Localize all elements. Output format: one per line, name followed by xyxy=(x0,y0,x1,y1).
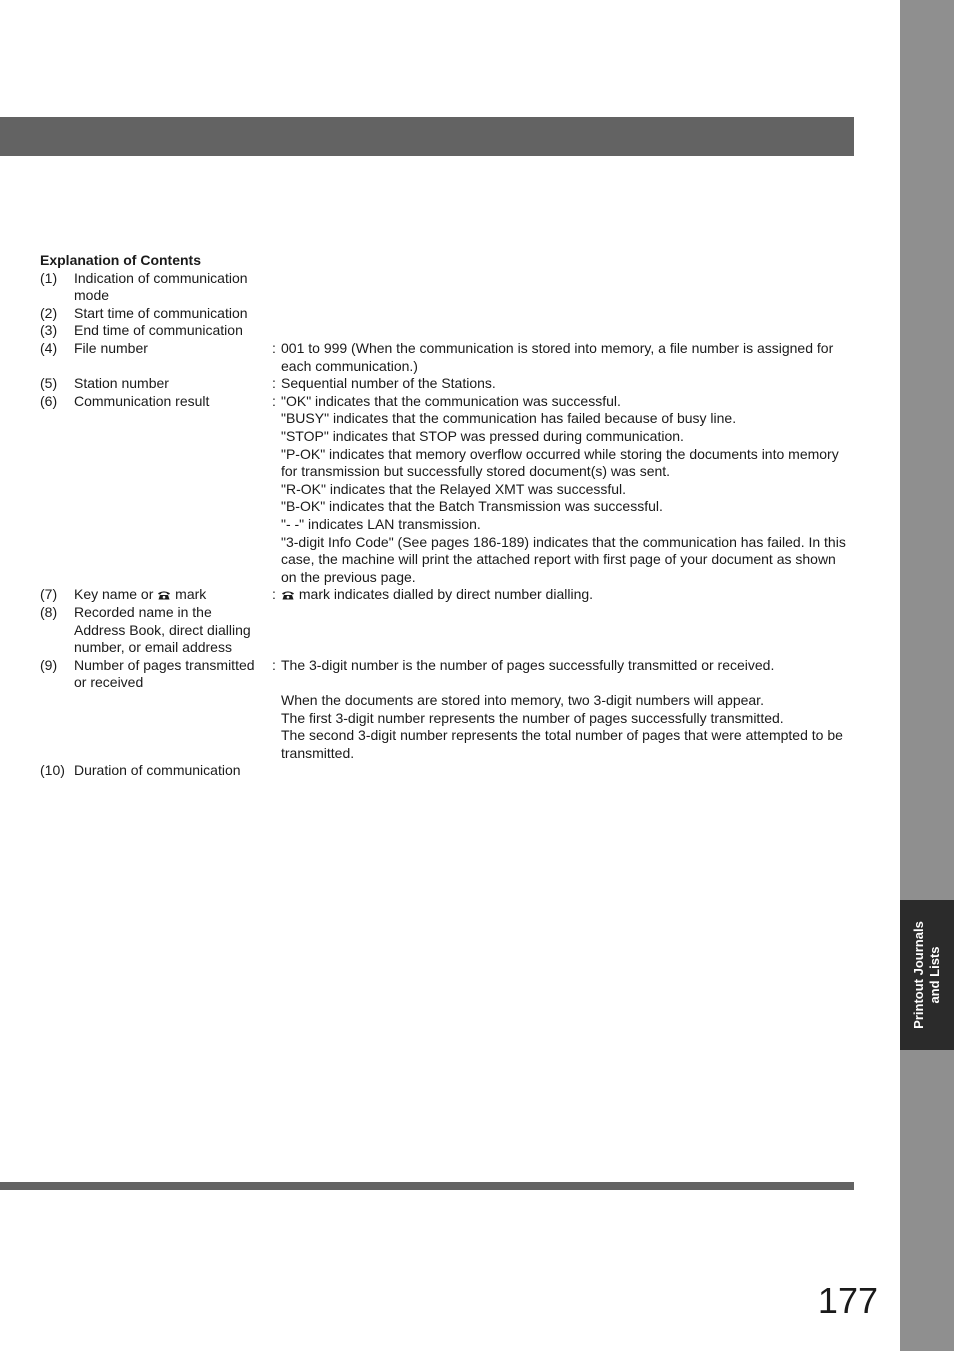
item-label-pre: Key name or xyxy=(74,586,154,603)
desc-line: "OK" indicates that the communication was successful. xyxy=(281,392,621,409)
explanation-section xyxy=(40,252,855,780)
item-description: : The 3-digit number is the number of pages successfully transmitted or received. When the documents are stored into memory, two 3-digit numbers will appear. The first 3-digit number represents the number of pages successfully transmitted. The second 3-digit number represents the total number of pages that were attempted to be transmitted. xyxy=(272,657,855,763)
desc-line: "P-OK" indicates that memory overflow occurred while storing the documents into memory xyxy=(281,445,839,462)
item-number: (10) xyxy=(40,762,65,779)
header-bar xyxy=(0,117,854,156)
list-item xyxy=(40,393,855,587)
desc-line: The first 3-digit number represents the number of pages successfully transmitted. xyxy=(281,709,784,726)
desc-line: each communication.) xyxy=(281,357,418,374)
desc-line: The second 3-digit number represents the total number of pages that were attempted to be xyxy=(281,727,843,744)
section-heading: Explanation of Contents xyxy=(40,252,201,268)
item-label: File number xyxy=(74,339,148,356)
desc-line: "STOP" indicates that STOP was pressed during communication. xyxy=(281,427,684,444)
blank-line xyxy=(272,674,855,692)
item-label: Indication of communication mode xyxy=(74,269,248,304)
list-item xyxy=(40,657,855,763)
item-label xyxy=(74,586,269,604)
right-margin-strip xyxy=(900,0,954,1351)
desc-line: for transmission but successfully stored document(s) was sent. xyxy=(281,463,671,480)
footer-bar xyxy=(0,1182,854,1190)
item-label-line: Address Book, direct dialling xyxy=(74,621,251,638)
telephone-icon xyxy=(281,590,295,600)
desc-line: mark indicates dialled by direct number dialling. xyxy=(298,586,594,603)
item-number: (3) xyxy=(40,322,58,339)
desc-line: The 3-digit number is the number of pages successfully transmitted or received. xyxy=(281,656,775,673)
item-description: : Sequential number of the Stations. xyxy=(272,375,496,392)
page-number: 177 xyxy=(817,1280,878,1321)
desc-line: "- -" indicates LAN transmission. xyxy=(281,515,481,532)
item-number: (4) xyxy=(40,339,58,356)
list-item xyxy=(40,305,855,323)
item-description: : 001 to 999 (When the communication is stored into memory, a file number is assigned for each communication.) xyxy=(272,340,855,375)
item-label-line: Recorded name in the xyxy=(74,603,212,620)
desc-line: transmitted. xyxy=(281,744,355,761)
list-item xyxy=(40,762,855,780)
item-label-post: mark xyxy=(175,586,207,603)
telephone-icon xyxy=(157,590,171,600)
item-description: : mark indicates dialled by direct number dialling. xyxy=(272,586,594,603)
list-item xyxy=(40,586,855,604)
desc-line: "R-OK" indicates that the Relayed XMT was successful. xyxy=(281,480,627,497)
item-label: End time of communication xyxy=(74,322,243,339)
item-number: (6) xyxy=(40,392,58,409)
item-label-line: number, or email address xyxy=(74,639,232,656)
section-tab xyxy=(900,900,954,1050)
item-label: Start time of communication xyxy=(74,304,248,321)
desc-line: Sequential number of the Stations. xyxy=(281,375,496,392)
list-item xyxy=(40,270,855,305)
item-description: : "OK" indicates that the communication was successful. "BUSY" indicates that the communication has failed because of busy line. "STOP" indicates that STOP was pressed during communication. "P-OK" indicates that memory overflow occurred while storing the documents into memory for transmission but successfully stored document(s) was sent. "R-OK" indicates that the Relayed XMT was successful. "B-OK" indicates that the Batch Transmission was successful. "- -" indicates LAN transmission. "3-digit Info Code" (See pages 186-189) indicates that the communication has failed. In this case, the machine will print the attached report with first page of your document as shown on the previous page. xyxy=(272,393,855,587)
item-label xyxy=(74,657,269,692)
desc-line: When the documents are stored into memory, two 3-digit numbers will appear. xyxy=(281,691,764,708)
list-item xyxy=(40,375,855,393)
item-number: (5) xyxy=(40,375,58,392)
desc-line: "3-digit Info Code" (See pages 186-189) indicates that the communication has failed. In this xyxy=(281,533,846,550)
desc-line: "BUSY" indicates that the communication has failed because of busy line. xyxy=(281,410,737,427)
section-tab-label xyxy=(900,900,954,1050)
desc-line: case, the machine will print the attached report with first page of your document as shown xyxy=(281,551,836,568)
item-label: Duration of communication xyxy=(74,762,241,779)
desc-line: "B-OK" indicates that the Batch Transmission was successful. xyxy=(281,498,663,515)
item-label-line: or received xyxy=(74,674,144,691)
section-tab-line1: Printout Journals xyxy=(911,921,926,1029)
item-number: (8) xyxy=(40,603,58,620)
desc-line: on the previous page. xyxy=(281,568,416,585)
item-label xyxy=(74,604,269,657)
item-label: Station number xyxy=(74,375,169,392)
list-item xyxy=(40,340,855,375)
section-tab-line2: and Lists xyxy=(927,946,942,1004)
item-number: (1) xyxy=(40,269,58,286)
item-number: (7) xyxy=(40,586,58,603)
item-number: (2) xyxy=(40,304,58,321)
item-label: Communication result xyxy=(74,392,210,409)
item-label-line: Number of pages transmitted xyxy=(74,656,255,673)
list-item xyxy=(40,322,855,340)
item-number: (9) xyxy=(40,656,58,673)
desc-line: 001 to 999 (When the communication is stored into memory, a file number is assigned for xyxy=(281,339,834,356)
list-item xyxy=(40,604,855,657)
